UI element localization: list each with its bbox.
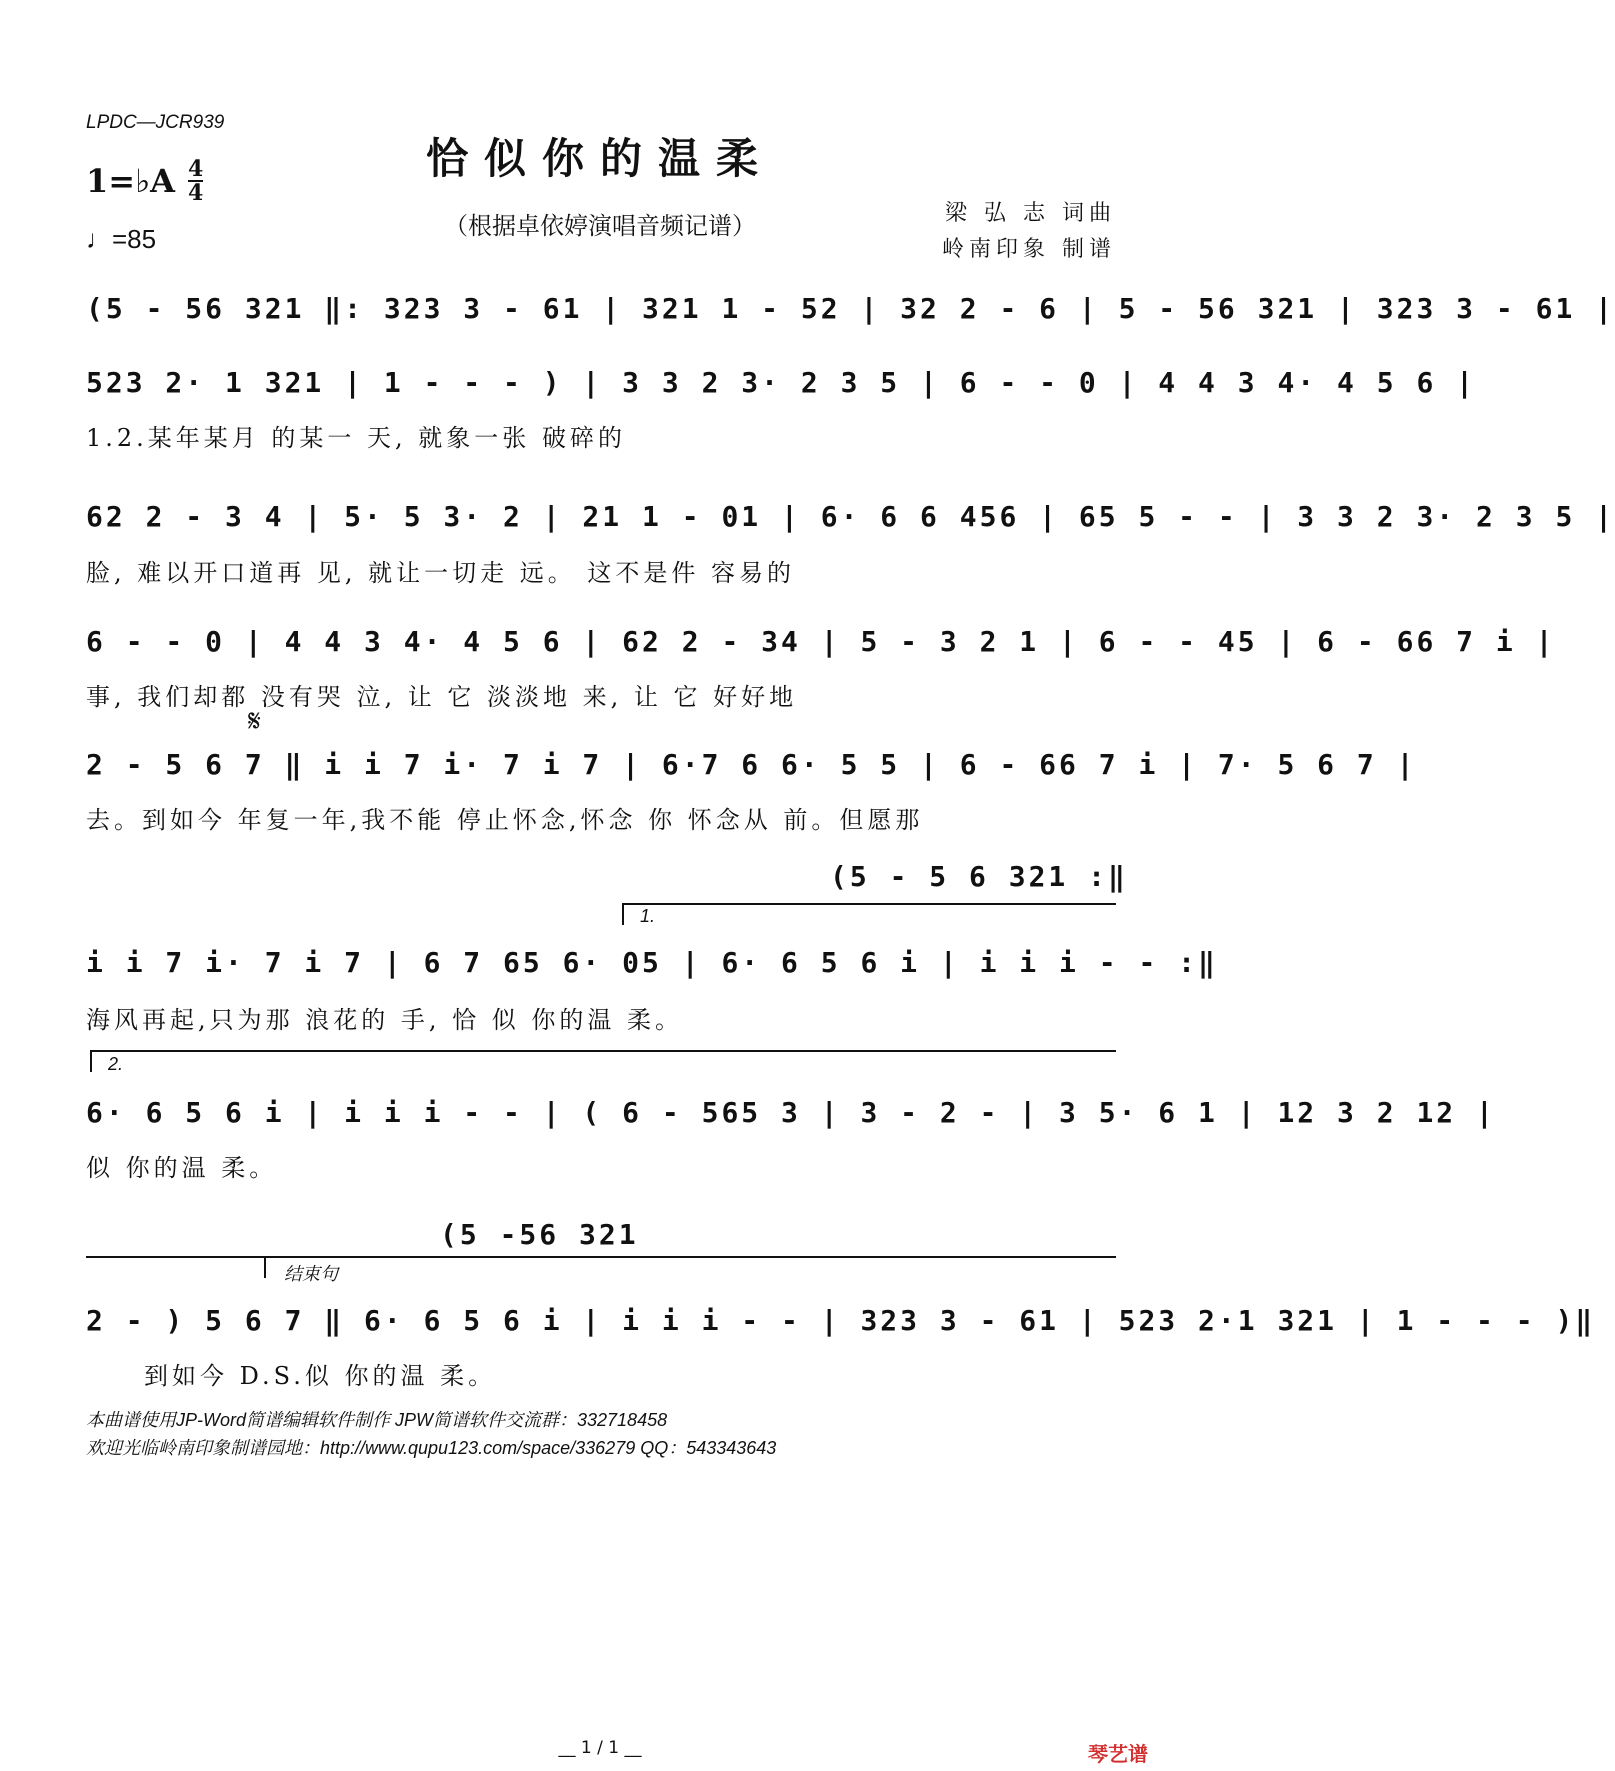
tempo-marking: ♩=85 bbox=[86, 224, 157, 254]
score-line-3: 62 2 - 3 4 | 5· 5 3· 2 | 21 1 - 01 | 6· 6 6 456 | 65 5 - - | 3 3 2 3· 2 3 5 | bbox=[86, 500, 1615, 533]
score-line-7: 6· 6 5 6 i | i i i - - | ( 6 - 565 3 | 3 - 2 - | 3 5· 6 1 | 12 3 2 12 | bbox=[86, 1096, 1496, 1129]
volta-2-bracket bbox=[90, 1050, 1116, 1052]
volta-2-tick bbox=[90, 1050, 92, 1072]
interlude-line-2: (5 -56 321 bbox=[440, 1218, 639, 1251]
lyric-line-3: 脸, 难以开口道再 见, 就让一切走 远。 这不是件 容易的 bbox=[86, 559, 796, 587]
key-signature: 1=♭A bbox=[86, 162, 175, 200]
score-line-5: 2 - 5 6 7 ‖ i i 7 i· 7 i 7 | 6·7 6 6· 5 5 | 6 - 66 7 i | 7· 5 6 7 | bbox=[86, 748, 1417, 781]
score-line-8: 2 - ) 5 6 7 ‖ 6· 6 5 6 i | i i i - - | 323 3 - 61 | 523 2·1 321 | 1 - - - )‖ bbox=[86, 1304, 1596, 1337]
score-code: LPDC—JCR939 bbox=[86, 112, 225, 133]
score-line-1: (5 - 56 321 ‖: 323 3 - 61 | 321 1 - 52 | 32 2 - 6 | 5 - 56 321 | 323 3 - 61 | bbox=[86, 292, 1615, 325]
composer-credit: 梁 弘 志 词曲 bbox=[945, 201, 1116, 226]
footer-line-2: 欢迎光临岭南印象制谱园地：http://www.qupu123.com/space/336279 QQ：543343643 bbox=[86, 1438, 777, 1458]
lyric-line-2: 1.2.某年某月 的某一 天, 就象一张 破碎的 bbox=[86, 424, 626, 452]
lyric-line-8: 到如今 D.S.似 你的温 柔。 bbox=[144, 1362, 497, 1390]
lyric-line-6: 海风再起,只为那 浪花的 手, 恰 似 你的温 柔。 bbox=[86, 1006, 684, 1034]
lyric-line-7: 似 你的温 柔。 bbox=[86, 1154, 278, 1182]
ending-tick bbox=[264, 1256, 266, 1278]
interlude-line-1: (5 - 5 6 321 :‖ bbox=[830, 860, 1128, 893]
footer-line-1: 本曲谱使用JP-Word简谱编辑软件制作 JPW简谱软件交流群：332718458 bbox=[86, 1410, 668, 1430]
volta-2-label: 2. bbox=[108, 1054, 124, 1074]
ending-label: 结束句 bbox=[284, 1264, 338, 1284]
score-line-4: 6 - - 0 | 4 4 3 4· 4 5 6 | 62 2 - 34 | 5 - 3 2 1 | 6 - - 45 | 6 - 66 7 i | bbox=[86, 625, 1556, 658]
song-title: 恰似你的温柔 bbox=[425, 134, 774, 183]
meter-bottom: 4 bbox=[188, 180, 204, 206]
ending-bracket bbox=[264, 1256, 1116, 1258]
volta-1-label: 1. bbox=[640, 906, 656, 926]
lyric-line-5: 去。到如今 年复一年,我不能 停止怀念,怀念 你 怀念从 前。但愿那 bbox=[86, 806, 924, 834]
watermark-logo: 琴艺谱 bbox=[1088, 1742, 1148, 1766]
volta-1-tick bbox=[622, 903, 624, 925]
volta-1-bracket bbox=[622, 903, 1116, 905]
page-number: __ 1 / 1 __ bbox=[558, 1738, 642, 1758]
lyric-line-4: 事, 我们却都 没有哭 泣, 让 它 淡淡地 来, 让 它 好好地 bbox=[86, 683, 798, 711]
time-signature bbox=[188, 158, 203, 204]
ending-bracket-left bbox=[86, 1256, 266, 1258]
score-line-6: i i 7 i· 7 i 7 | 6 7 65 6· 05 | 6· 6 5 6 i | i i i - - :‖ bbox=[86, 946, 1218, 979]
score-line-2: 523 2· 1 321 | 1 - - - ) | 3 3 2 3· 2 3 5 | 6 - - 0 | 4 4 3 4· 4 5 6 | bbox=[86, 366, 1477, 399]
song-subtitle: （根据卓依婷演唱音频记谱） bbox=[444, 212, 756, 240]
meter-top: 4 bbox=[188, 156, 204, 182]
segno-sign: 𝄋 bbox=[248, 704, 261, 739]
arranger-credit: 岭南印象 制谱 bbox=[942, 237, 1116, 262]
